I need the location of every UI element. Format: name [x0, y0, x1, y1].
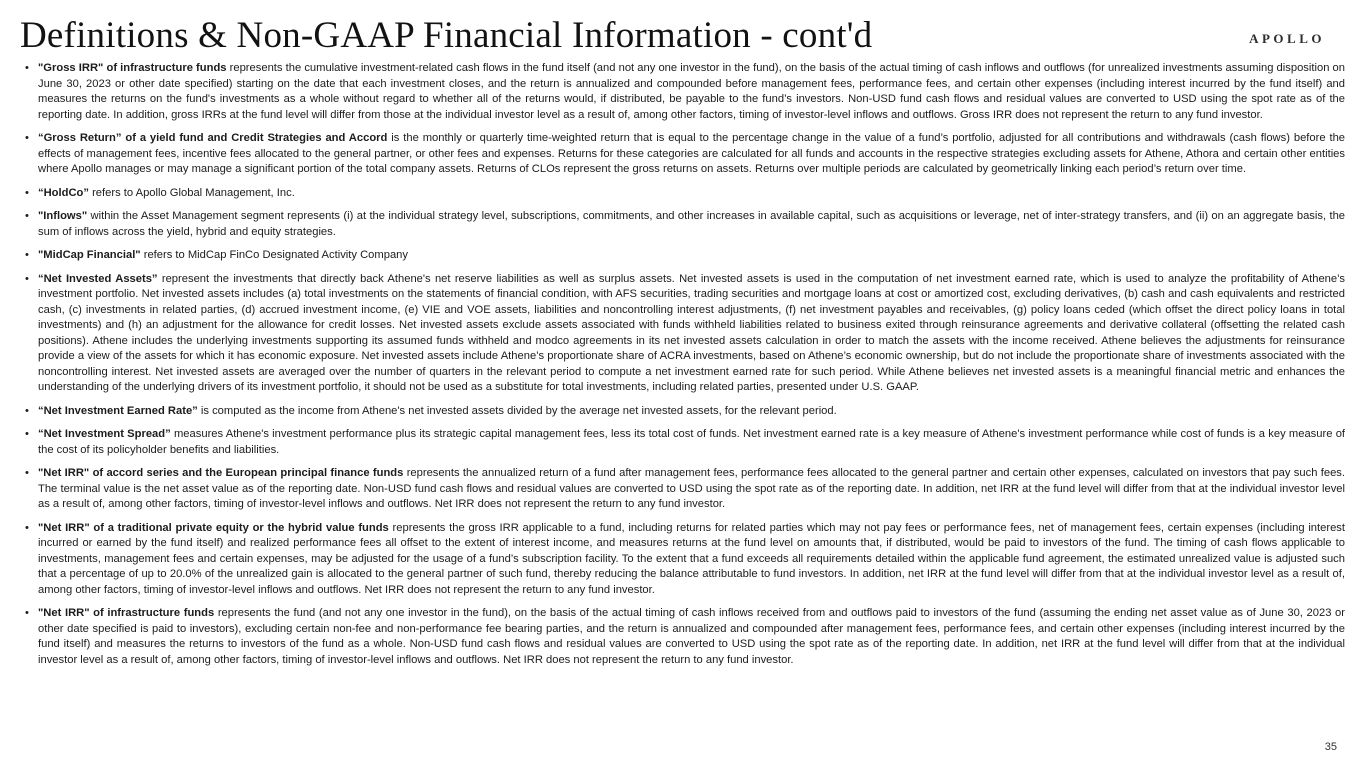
definition-term: “Net Investment Earned Rate”	[38, 404, 198, 417]
definitions-list	[20, 61, 1345, 668]
definition-item-net-investment-earned-rate	[20, 404, 1345, 420]
definition-text: within the Asset Management segment represents (i) at the individual strategy level, subscriptions, commitments, and other increases in available capital, such as acquisitions or leverage, net of inter-strategy transfers, and (ii) on an aggregate basis, the sum of inflows across the yield, hybrid and equity strategies.	[38, 210, 1346, 238]
definition-text: represents the cumulative investment-related cash flows in the fund itself (and not any one investor in the fund), on the basis of the actual timing of cash inflows and outflows (for unrealized investments assuming disposition on June 30, 2023 or other date specified) starting on the date that each investment closes, and the return is annualized and compounded before management fees, performance fees, and certain other expenses (including interest incurred by the fund itself) and measures the returns on the fund's investments as a whole without regard to whether all of the returns would, if distributed, be payable to the fund’s investors. Non-USD fund cash flows and residual values are converted to USD using the spot rate as of the reporting date. In addition, gross IRRs at the fund level will differ from those at the individual investor level as a result of, among other factors, timing of investor-level inflows and outflows. Gross IRR does not represent the return to any fund investor.	[38, 62, 1345, 121]
definitions-content	[20, 61, 1345, 676]
definition-item-gross-return	[20, 131, 1345, 178]
definition-term: "Net IRR" of a traditional private equity or the hybrid value funds	[38, 521, 389, 534]
definition-text: represents the fund (and not any one investor in the fund), on the basis of the actual timing of cash inflows received from and outflows paid to investors of the fund (assuming the ending net asset value as of June 30, 2023 or other date specified is paid to investors), excluding certain non-fee and non-performance fee bearing parties, and the return is annualized and compounded after management fees, performance fees, and certain other expenses (including interest incurred by the fund itself) and measures the returns to investors of the fund as a whole. Non-USD fund cash flows and residual values are converted to USD using the spot rate as of the reporting date. In addition, net IRR at the fund level will differ from that at the individual investor level as a result of, among other factors, timing of investor-level inflows and outflows. Net IRR does not represent the return to any fund investor.	[38, 607, 1345, 666]
definition-item-net-irr-accord	[20, 466, 1345, 513]
definition-text: is computed as the income from Athene's net invested assets divided by the average net invested assets, for the relevant period.	[200, 404, 837, 417]
definition-text: represents the annualized return of a fund after management fees, performance fees allocated to the general partner and certain other expenses, calculated on investors that pay such fees. The terminal value is the net asset value as of the reporting date. Non-USD fund cash flows and residual values are converted to USD using the spot rate as of the reporting date. In addition, net IRR at the fund level will differ from that at the individual investor level as a result of, among other factors, timing of investor-level inflows and outflows. Net IRR does not represent the return to any fund investor.	[38, 467, 1345, 510]
definition-item-holdco	[20, 186, 1345, 202]
definition-item-net-investment-spread	[20, 427, 1345, 458]
definition-item-net-irr-infrastructure	[20, 606, 1345, 668]
definition-term: "Inflows"	[38, 210, 88, 222]
definition-term: “Net Invested Assets”	[38, 272, 158, 285]
definition-term: "Gross IRR" of infrastructure funds	[38, 62, 227, 74]
definition-text: represent the investments that directly back Athene's net reserve liabilities as well as surplus assets. Net invested assets is used in the computation of net investment earned rate, which is used to analyze the profitability of Athene’s investment portfolio. Net invested assets includes (a) total investments on the statements of financial condition, with AFS securities, trading securities and mortgage loans at cost or amortized cost, excluding derivatives, (b) cash and cash equivalents and restricted cash, (c) investments in related parties, (d) accrued investment income, (e) VIE and VOE assets, liabilities and noncontrolling interest adjustments, (f) net investment payables and receivables, (g) policy loans ceded (which offset the direct policy loans in total investments) and (h) an adjustment for the allowance for credit losses. Net invested assets exclude assets associated with funds withheld liabilities related to business exited through reinsurance agreements and derivative collateral (offsetting the related cash positions). Athene includes the underlying investments supporting its assumed funds withheld and modco agreements in its net invested assets calculation in order to match the assets with the income received. Athene believes the adjustments for reinsurance provide a view of the assets for which it has economic exposure. Net invested assets include Athene’s proportionate share of ACRA investments, based on Athene’s economic ownership, but do not include the proportionate share of investments associated with the noncontrolling interest. Net invested assets are averaged over the number of quarters in the relevant period to compute a net investment earned rate for such period. While Athene believes net invested assets is a meaningful financial metric and enhances the understanding of the underlying drivers of its investment portfolio, it should not be used as a substitute for total investments, including related parties, presented under U.S. GAAP.	[38, 272, 1345, 393]
definition-term: "Net IRR" of accord series and the European principal finance funds	[38, 467, 404, 479]
definition-term: “Gross Return” of a yield fund and Credit Strategies and Accord	[38, 132, 388, 144]
definition-item-inflows	[20, 209, 1345, 240]
definition-text: measures Athene's investment performance plus its strategic capital management fees, less its total cost of funds. Net investment earned rate is a key measure of Athene's investment performance while cost of funds is a key measure of the cost of its policyholder benefits and liabilities.	[38, 428, 1346, 456]
definition-item-gross-irr-infrastructure	[20, 61, 1345, 123]
definition-term: "MidCap Financial"	[38, 249, 141, 261]
definition-item-net-irr-private-equity	[20, 521, 1345, 599]
definition-text: refers to MidCap FinCo Designated Activity Company	[143, 249, 408, 261]
definition-item-midcap-financial	[20, 248, 1345, 264]
definition-term: “HoldCo”	[38, 186, 89, 199]
page-number: 35	[1324, 741, 1337, 753]
definition-term: “Net Investment Spread”	[38, 428, 171, 440]
definition-text: refers to Apollo Global Management, Inc.	[92, 186, 295, 199]
definition-item-net-invested-assets	[20, 272, 1345, 396]
definition-term: "Net IRR" of infrastructure funds	[38, 607, 215, 619]
definition-text: is the monthly or quarterly time-weighted return that is equal to the percentage change in the value of a fund’s portfolio, adjusted for all contributions and withdrawals (cash flows) before the effects of management fees, incentive fees allocated to the general partner, or other fees and expenses. Returns for these categories are calculated for all funds and accounts in the respective strategies excluding assets for Athene, Athora and certain other entities where Apollo manages or may manage a significant portion of the total company assets. Returns of CLOs represent the gross returns on assets. Returns over multiple periods are calculated by geometrically linking each period’s return over time.	[38, 132, 1346, 175]
apollo-logo: APOLLO	[1249, 31, 1325, 46]
definition-text: represents the gross IRR applicable to a fund, including returns for related parties which may not pay fees or performance fees, net of management fees, certain expenses (including interest incurred or earned by the fund itself) and realized performance fees all offset to the extent of interest income, and measures returns at the fund level on amounts that, if distributed, would be paid to investors of the fund. The timing of cash flows applicable to investments, management fees and certain expenses, may be adjusted for the usage of a fund’s subscription facility. To the extent that a fund exceeds all requirements detailed within the applicable fund agreement, the estimated unrealized value is adjusted such that a percentage of up to 20.0% of the unrealized gain is allocated to the general partner of such fund, thereby reducing the balance attributable to fund investors. In addition, net IRR at the fund level will differ from that at the individual investor level as a result of, among other factors, timing of investor-level inflows and outflows. Net IRR does not represent the return to any fund investor.	[38, 521, 1346, 596]
page-title: Definitions & Non-GAAP Financial Information - cont'd	[20, 15, 873, 56]
